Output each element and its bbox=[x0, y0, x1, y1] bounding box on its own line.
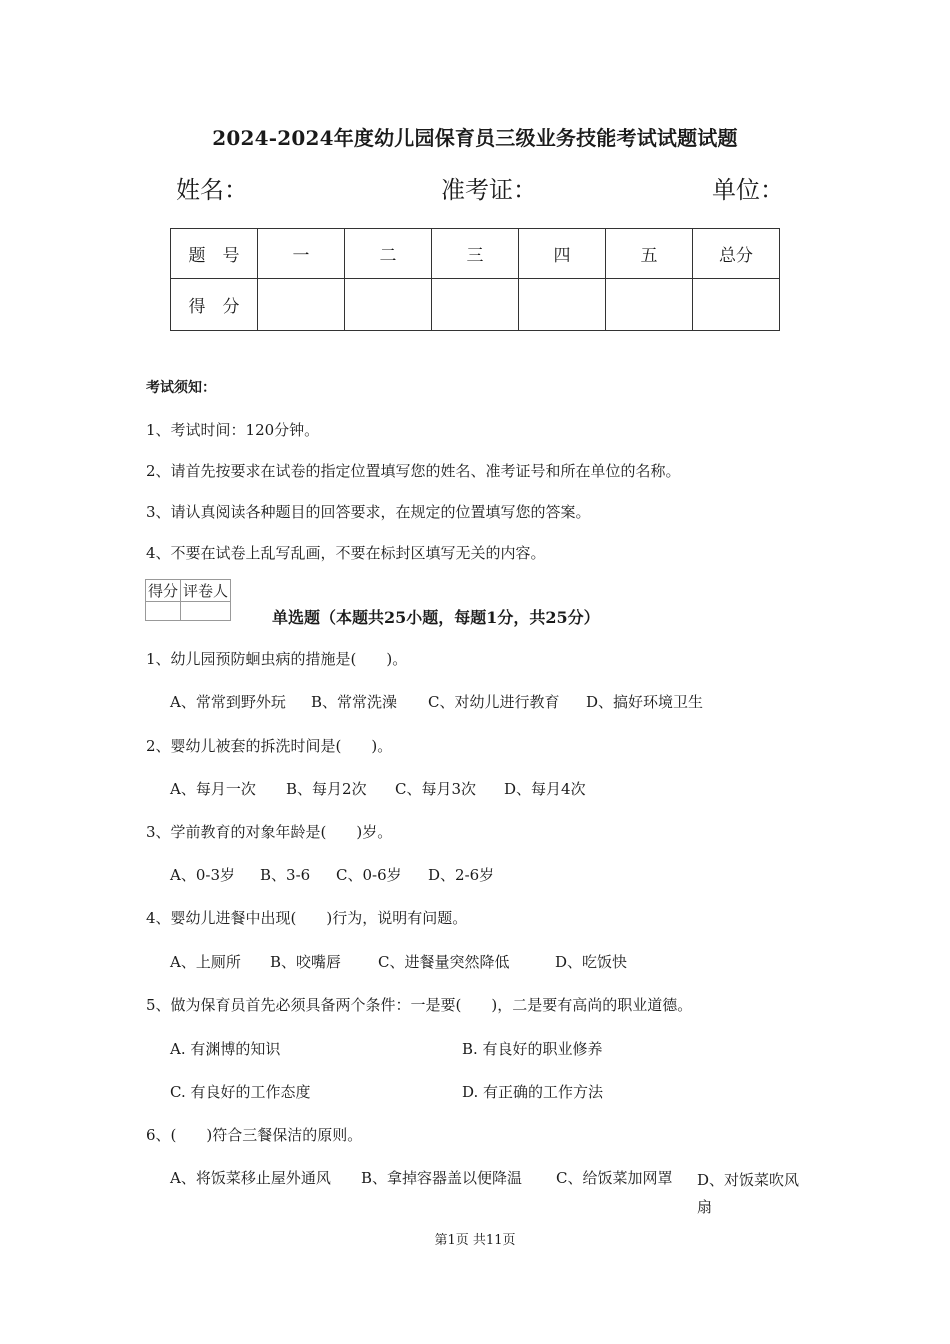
score-cell[interactable] bbox=[258, 279, 345, 331]
score-header-total: 总分 bbox=[693, 229, 780, 279]
score-header-5: 五 bbox=[606, 229, 693, 279]
option-c[interactable]: C、0-6岁 bbox=[336, 866, 402, 884]
option-d[interactable]: D、吃饭快 bbox=[555, 953, 628, 971]
grader-score-cell[interactable] bbox=[146, 602, 181, 621]
option-c[interactable]: C、对幼儿进行教育 bbox=[428, 693, 560, 711]
option-b[interactable]: B、常常洗澡 bbox=[311, 693, 398, 711]
notice-title: 考试须知： bbox=[146, 380, 216, 396]
grader-score-label: 得分 bbox=[146, 580, 181, 602]
score-cell[interactable] bbox=[606, 279, 693, 331]
score-cell[interactable] bbox=[432, 279, 519, 331]
option-c[interactable]: C. 有良好的工作态度 bbox=[170, 1083, 311, 1101]
question-text: 3、学前教育的对象年龄是( )岁。 bbox=[146, 823, 393, 841]
option-c[interactable]: C、进餐量突然降低 bbox=[378, 953, 510, 971]
option-a[interactable]: A、每月一次 bbox=[170, 780, 256, 798]
grader-box bbox=[145, 579, 231, 621]
question-text: 2、婴幼儿被套的拆洗时间是( )。 bbox=[146, 737, 393, 755]
score-header-3: 三 bbox=[432, 229, 519, 279]
score-row-label: 得 分 bbox=[171, 279, 258, 331]
section-title: 单选题（本题共25小题，每题1分，共25分） bbox=[272, 608, 600, 627]
page-footer: 第1页 共11页 bbox=[434, 1233, 516, 1248]
option-b[interactable]: B、拿掉容器盖以便降温 bbox=[361, 1169, 523, 1187]
option-b[interactable]: B、3-6 bbox=[260, 866, 311, 884]
notice-item: 1、考试时间：120分钟。 bbox=[146, 421, 320, 439]
option-d[interactable]: D、对饭菜吹风扇 bbox=[697, 1171, 800, 1216]
question-text: 6、( )符合三餐保洁的原则。 bbox=[146, 1126, 363, 1144]
page-title: 2024-2024年度幼儿园保育员三级业务技能考试试题试题 bbox=[212, 126, 738, 150]
question-text: 4、婴幼儿进餐中出现( )行为，说明有问题。 bbox=[146, 909, 468, 927]
unit-label: 单位： bbox=[712, 176, 784, 204]
question-text: 5、做为保育员首先必须具备两个条件：一是要( )，二是要有高尚的职业道德。 bbox=[146, 996, 693, 1014]
option-b[interactable]: B. 有良好的职业修养 bbox=[462, 1040, 603, 1058]
score-header-4: 四 bbox=[519, 229, 606, 279]
option-d[interactable]: D、每月4次 bbox=[504, 780, 586, 798]
score-cell[interactable] bbox=[345, 279, 432, 331]
score-cell[interactable] bbox=[519, 279, 606, 331]
grader-reviewer-label: 评卷人 bbox=[181, 580, 231, 602]
option-d[interactable]: D、搞好环境卫生 bbox=[586, 693, 704, 711]
option-c[interactable]: C、每月3次 bbox=[395, 780, 477, 798]
option-d[interactable]: D. 有正确的工作方法 bbox=[462, 1083, 604, 1101]
option-b[interactable]: B、每月2次 bbox=[286, 780, 367, 798]
exam-id-label: 准考证： bbox=[441, 176, 537, 204]
option-a[interactable]: A、将饭菜移止屋外通风 bbox=[170, 1169, 331, 1187]
question-text: 1、幼儿园预防蛔虫病的措施是( )。 bbox=[146, 650, 408, 668]
notice-item: 3、请认真阅读各种题目的回答要求，在规定的位置填写您的答案。 bbox=[146, 503, 591, 521]
notice-item: 2、请首先按要求在试卷的指定位置填写您的姓名、准考证号和所在单位的名称。 bbox=[146, 462, 681, 480]
option-d[interactable]: D、2-6岁 bbox=[428, 866, 495, 884]
score-header-1: 一 bbox=[258, 229, 345, 279]
score-header-2: 二 bbox=[345, 229, 432, 279]
score-table bbox=[170, 228, 780, 331]
option-a[interactable]: A、上厕所 bbox=[170, 953, 241, 971]
option-a[interactable]: A、常常到野外玩 bbox=[170, 693, 286, 711]
option-a[interactable]: A、0-3岁 bbox=[170, 866, 235, 884]
score-header-number: 题 号 bbox=[171, 229, 258, 279]
grader-reviewer-cell[interactable] bbox=[181, 602, 231, 621]
option-c[interactable]: C、给饭菜加网罩 bbox=[556, 1169, 673, 1187]
option-a[interactable]: A. 有渊博的知识 bbox=[170, 1040, 281, 1058]
score-cell-total[interactable] bbox=[693, 279, 780, 331]
notice-item: 4、不要在试卷上乱写乱画，不要在标封区填写无关的内容。 bbox=[146, 544, 546, 562]
option-b[interactable]: B、咬嘴唇 bbox=[270, 953, 342, 971]
name-label: 姓名： bbox=[176, 176, 248, 204]
